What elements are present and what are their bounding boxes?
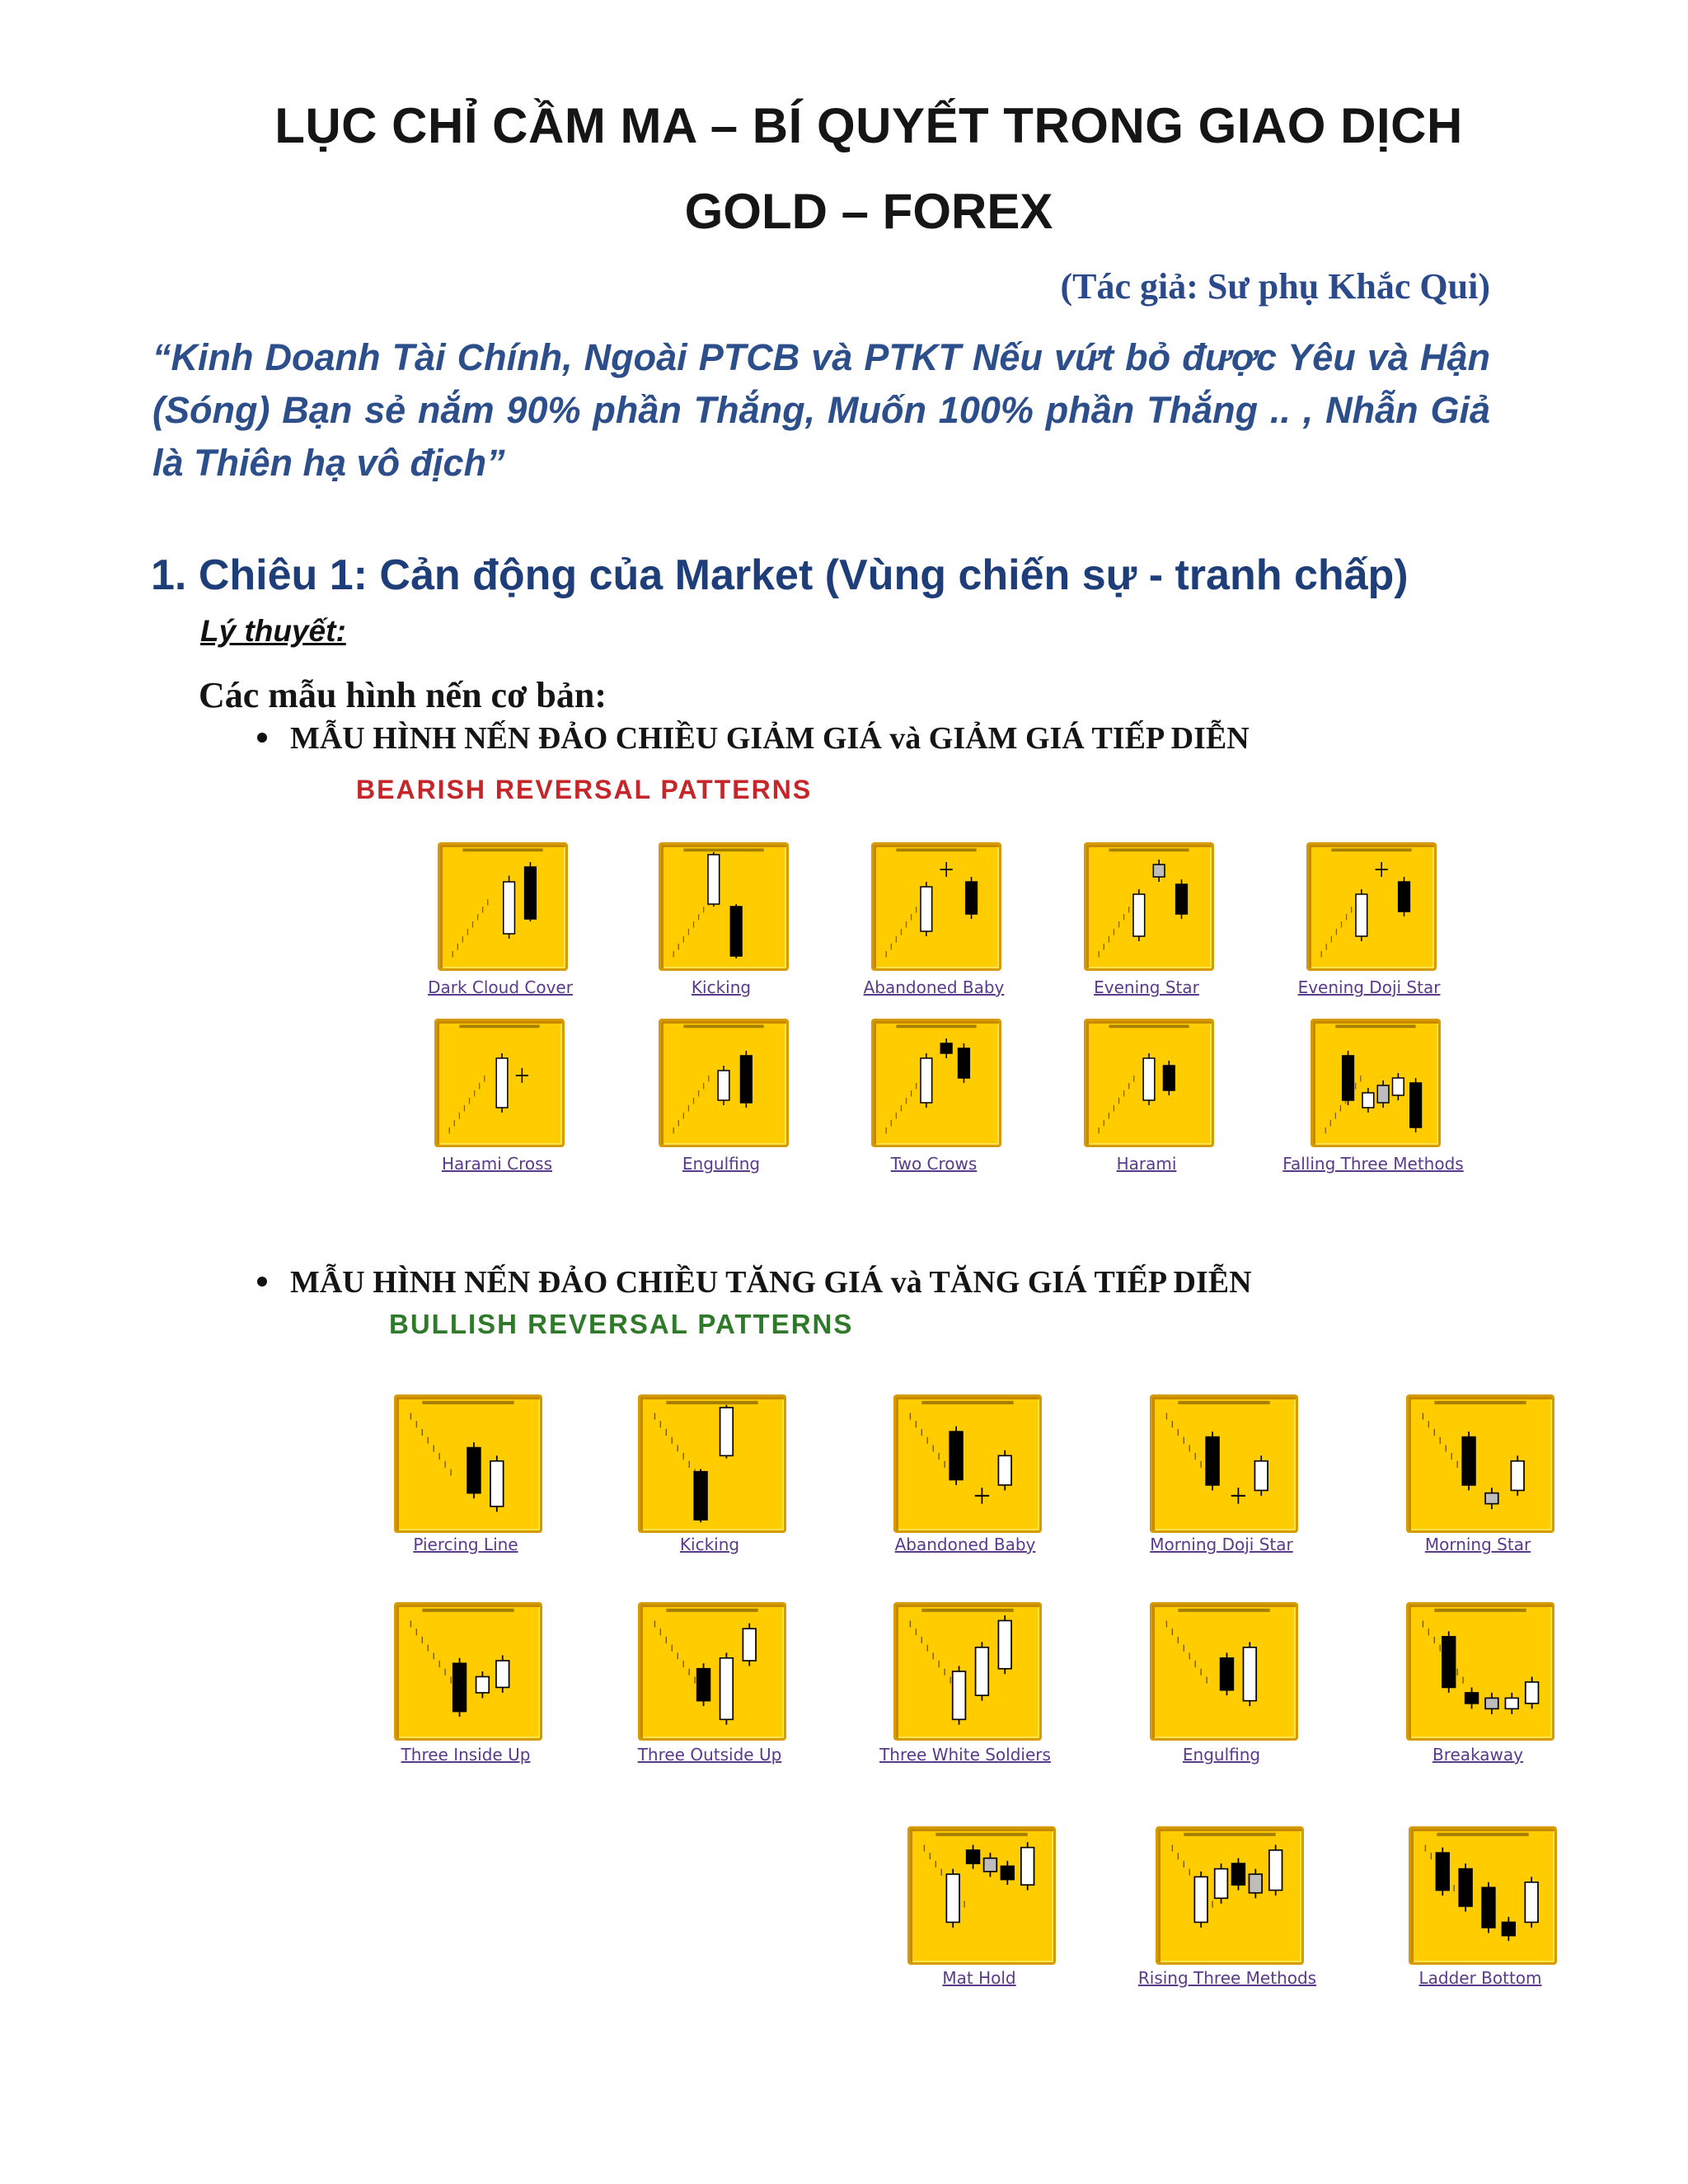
bearish-pattern-link[interactable]: Harami Cross (442, 1154, 552, 1174)
candle-body (921, 1058, 932, 1103)
candle-body (720, 1408, 734, 1455)
candlestick-pattern-icon (640, 1605, 784, 1738)
tile-caption-mark (666, 1609, 757, 1612)
candle-body (476, 1676, 490, 1692)
candle-body (1362, 1093, 1374, 1108)
bullish-pattern-link[interactable]: Ladder Bottom (1418, 1968, 1542, 1988)
candle-body (1459, 1869, 1472, 1906)
bullish-pattern-link[interactable]: Abandoned Baby (894, 1535, 1036, 1554)
bearish-pattern-link[interactable]: Dark Cloud Cover (428, 977, 573, 997)
bearish-tile[interactable] (434, 1019, 565, 1147)
candle-body (720, 1658, 734, 1720)
candle-body (1356, 894, 1367, 936)
candle-body (921, 887, 932, 931)
tile-caption-mark (1184, 1833, 1275, 1836)
tile-caption-mark (459, 1025, 539, 1029)
tile-caption-mark (935, 1833, 1027, 1836)
tile-caption-mark (462, 849, 542, 852)
bullish-tile[interactable] (893, 1394, 1042, 1533)
intro-quote: “Kinh Doanh Tài Chính, Ngoài PTCB và PTKT Nếu vứt bỏ được Yêu và Hận (Sóng) Bạn sẻ nắm 90% phần Thắng, Muốn 100% phần Thắng .. , Nhẫn Giả là Thiên hạ vô địch” (152, 336, 1490, 484)
bullish-bullet (257, 1264, 1252, 1301)
bearish-bullet (257, 720, 1250, 757)
bearish-pattern-link[interactable]: Evening Doji Star (1297, 977, 1441, 997)
candlestick-pattern-icon (896, 1397, 1039, 1530)
bearish-tile[interactable] (871, 1019, 1001, 1147)
candle-body (1525, 1882, 1538, 1923)
bullish-pattern-link[interactable]: Morning Star (1424, 1535, 1531, 1554)
candle-body (1505, 1698, 1518, 1708)
bullish-tile[interactable] (1150, 1602, 1298, 1741)
tile-caption-mark (1178, 1609, 1269, 1612)
tile-caption-mark (1434, 1401, 1526, 1404)
bullish-pattern-link[interactable]: Kicking (679, 1535, 740, 1554)
candle-body (467, 1448, 481, 1493)
candlestick-pattern-icon (910, 1829, 1053, 1962)
tile-caption-mark (422, 1609, 513, 1612)
candle-body (1254, 1461, 1268, 1491)
candlestick-pattern-icon (1309, 845, 1434, 968)
candle-body (1377, 1085, 1389, 1103)
candle-body (743, 1629, 756, 1661)
candlestick-pattern-icon (661, 1021, 786, 1145)
candle-body (496, 1661, 509, 1687)
bearish-tile[interactable] (1306, 842, 1437, 971)
candle-body (453, 1663, 467, 1711)
bullish-tile[interactable] (1406, 1394, 1554, 1533)
document-title-line1: LỤC CHỈ CẦM MA – BÍ QUYẾT TRONG GIAO DỊCH (274, 98, 1463, 153)
candlestick-pattern-icon (437, 1021, 562, 1145)
bearish-pattern-link[interactable]: Falling Three Methods (1282, 1154, 1464, 1174)
bullish-pattern-link[interactable]: Rising Three Methods (1137, 1968, 1317, 1988)
tile-caption-mark (921, 1401, 1013, 1404)
candlestick-pattern-icon (1313, 1021, 1438, 1145)
bearish-pattern-link[interactable]: Evening Star (1094, 977, 1199, 997)
candlestick-pattern-icon (1411, 1829, 1554, 1962)
bullish-pattern-link[interactable]: Three Outside Up (637, 1745, 782, 1765)
candlestick-pattern-icon (661, 845, 786, 968)
bullish-bullet-text: MẪU HÌNH NẾN ĐẢO CHIỀU TĂNG GIÁ và TĂNG GIÁ TIẾP DIỄN (290, 1265, 1252, 1300)
candle-body (1221, 1658, 1234, 1690)
candle-body (694, 1472, 707, 1520)
bullet-dot-icon (257, 733, 267, 743)
bearish-header: BEARISH REVERSAL PATTERNS (356, 775, 813, 804)
bearish-tile[interactable] (659, 842, 789, 971)
bullish-pattern-link[interactable]: Three White Soldiers (879, 1745, 1051, 1765)
candle-body (950, 1432, 963, 1479)
candlestick-pattern-icon (1152, 1397, 1296, 1530)
candle-body (967, 1850, 980, 1863)
tile-caption-mark (1434, 1609, 1526, 1612)
candlestick-pattern-icon (1409, 1397, 1552, 1530)
bearish-tile[interactable] (1311, 1019, 1441, 1147)
bullish-tile[interactable] (638, 1394, 786, 1533)
bearish-bullet-text: MẪU HÌNH NẾN ĐẢO CHIỀU GIẢM GIÁ và GIẢM GIÁ TIẾP DIỄN (290, 721, 1250, 756)
bullish-tile[interactable] (394, 1602, 542, 1741)
candle-body (998, 1620, 1011, 1668)
bullish-tile[interactable] (1156, 1826, 1304, 1965)
bullish-tile[interactable] (394, 1394, 542, 1533)
candle-body (708, 855, 720, 904)
candle-body (966, 882, 978, 914)
candlestick-pattern-icon (1409, 1605, 1552, 1738)
bullish-tile[interactable] (1409, 1826, 1557, 1965)
candle-body (1232, 1863, 1245, 1885)
candle-body (490, 1461, 504, 1507)
candle-body (1163, 1066, 1175, 1090)
candle-body (1393, 1078, 1404, 1095)
candle-body (1249, 1874, 1262, 1893)
candlestick-pattern-icon (874, 845, 999, 968)
candlestick-pattern-icon (896, 1605, 1039, 1738)
tile-caption-mark (921, 1609, 1013, 1612)
bullish-pattern-link[interactable]: Mat Hold (942, 1968, 1016, 1988)
tile-caption-mark (1331, 849, 1411, 852)
tile-caption-mark (1109, 1025, 1189, 1029)
bullish-tile[interactable] (907, 1826, 1056, 1965)
bearish-tile[interactable] (1084, 1019, 1214, 1147)
bullish-tile[interactable] (638, 1602, 786, 1741)
candle-body (1001, 1866, 1014, 1879)
author-credit: (Tác giả: Sư phụ Khắc Qui) (1060, 266, 1490, 307)
bullish-header: BULLISH REVERSAL PATTERNS (389, 1309, 854, 1339)
candle-body (1021, 1848, 1034, 1885)
candlestick-pattern-icon (1086, 845, 1212, 968)
bullet-dot-icon (257, 1277, 267, 1286)
candle-body (1153, 865, 1165, 877)
candle-body (1343, 1056, 1354, 1100)
bearish-pattern-link[interactable]: Engulfing (682, 1154, 761, 1174)
candle-body (718, 1071, 729, 1100)
candle-body (496, 1058, 508, 1108)
candle-body (1511, 1461, 1524, 1491)
tile-caption-mark (896, 849, 976, 852)
candle-body (1176, 884, 1188, 914)
tile-caption-mark (1109, 849, 1189, 852)
candle-body (1482, 1887, 1495, 1928)
bearish-pattern-link[interactable]: Two Crows (890, 1154, 978, 1174)
tile-caption-mark (666, 1401, 757, 1404)
candlestick-pattern-icon (1152, 1605, 1296, 1738)
tile-caption-mark (1178, 1401, 1269, 1404)
bearish-tile[interactable] (438, 842, 568, 971)
candle-body (1526, 1682, 1539, 1704)
bearish-pattern-link[interactable]: Abandoned Baby (863, 977, 1005, 997)
candle-body (1442, 1637, 1456, 1688)
candle-body (984, 1858, 997, 1872)
candle-body (1410, 1083, 1422, 1127)
candle-body (1485, 1493, 1498, 1504)
candle-body (504, 882, 515, 934)
candle-body (730, 907, 742, 956)
section-heading: 1. Chiêu 1: Cản động của Market (Vùng chiến sự - tranh chấp) (151, 551, 1409, 599)
candlestick-pattern-icon (640, 1397, 784, 1530)
candle-body (953, 1671, 966, 1719)
candlestick-pattern-icon (874, 1021, 999, 1145)
tile-caption-mark (422, 1401, 513, 1404)
bearish-tile[interactable] (659, 1019, 789, 1147)
bearish-pattern-link[interactable]: Harami (1116, 1154, 1177, 1174)
bearish-tile[interactable] (871, 842, 1001, 971)
tile-caption-mark (1437, 1833, 1528, 1836)
candle-body (1485, 1698, 1498, 1708)
tile-caption-mark (1335, 1025, 1415, 1029)
candlestick-pattern-icon (1086, 1021, 1212, 1145)
candle-body (1133, 894, 1145, 936)
candle-body (998, 1455, 1011, 1485)
bullish-tile[interactable] (1150, 1394, 1298, 1533)
candlestick-pattern-icon (440, 845, 565, 968)
candle-body (1269, 1850, 1282, 1891)
patterns-intro: Các mẫu hình nến cơ bản: (199, 675, 607, 715)
tile-caption-mark (683, 1025, 763, 1029)
bullish-pattern-link[interactable]: Breakaway (1432, 1745, 1523, 1765)
candlestick-pattern-icon (396, 1397, 540, 1530)
candlestick-pattern-icon (396, 1605, 540, 1738)
candle-body (741, 1056, 753, 1103)
candle-body (1465, 1693, 1479, 1704)
bullish-pattern-link[interactable]: Morning Doji Star (1150, 1535, 1293, 1554)
bullish-pattern-link[interactable]: Engulfing (1182, 1745, 1261, 1765)
candle-body (1215, 1869, 1228, 1899)
candle-body (976, 1647, 989, 1695)
bearish-pattern-link[interactable]: Kicking (691, 977, 752, 997)
candle-body (940, 1043, 952, 1053)
candle-body (1436, 1853, 1449, 1890)
bullish-pattern-link[interactable]: Piercing Line (413, 1535, 518, 1554)
candle-body (1194, 1877, 1207, 1922)
candle-body (959, 1048, 970, 1078)
candle-body (1206, 1437, 1219, 1485)
bullish-tile[interactable] (1406, 1602, 1554, 1741)
tile-caption-mark (683, 849, 763, 852)
candle-body (1462, 1437, 1475, 1485)
candle-body (946, 1874, 959, 1922)
tile-caption-mark (896, 1025, 976, 1029)
theory-subheading: Lý thuyết: (200, 614, 346, 648)
candle-body (1502, 1922, 1515, 1935)
bullish-tile[interactable] (893, 1602, 1042, 1741)
candle-body (1399, 882, 1410, 912)
bullish-pattern-link[interactable]: Three Inside Up (401, 1745, 531, 1765)
candle-body (1243, 1647, 1256, 1701)
document-title-line2: GOLD – FOREX (684, 184, 1053, 239)
candle-body (697, 1669, 710, 1701)
candle-body (525, 867, 537, 919)
bearish-tile[interactable] (1084, 842, 1214, 971)
candle-body (1143, 1058, 1155, 1100)
candlestick-pattern-icon (1158, 1829, 1301, 1962)
